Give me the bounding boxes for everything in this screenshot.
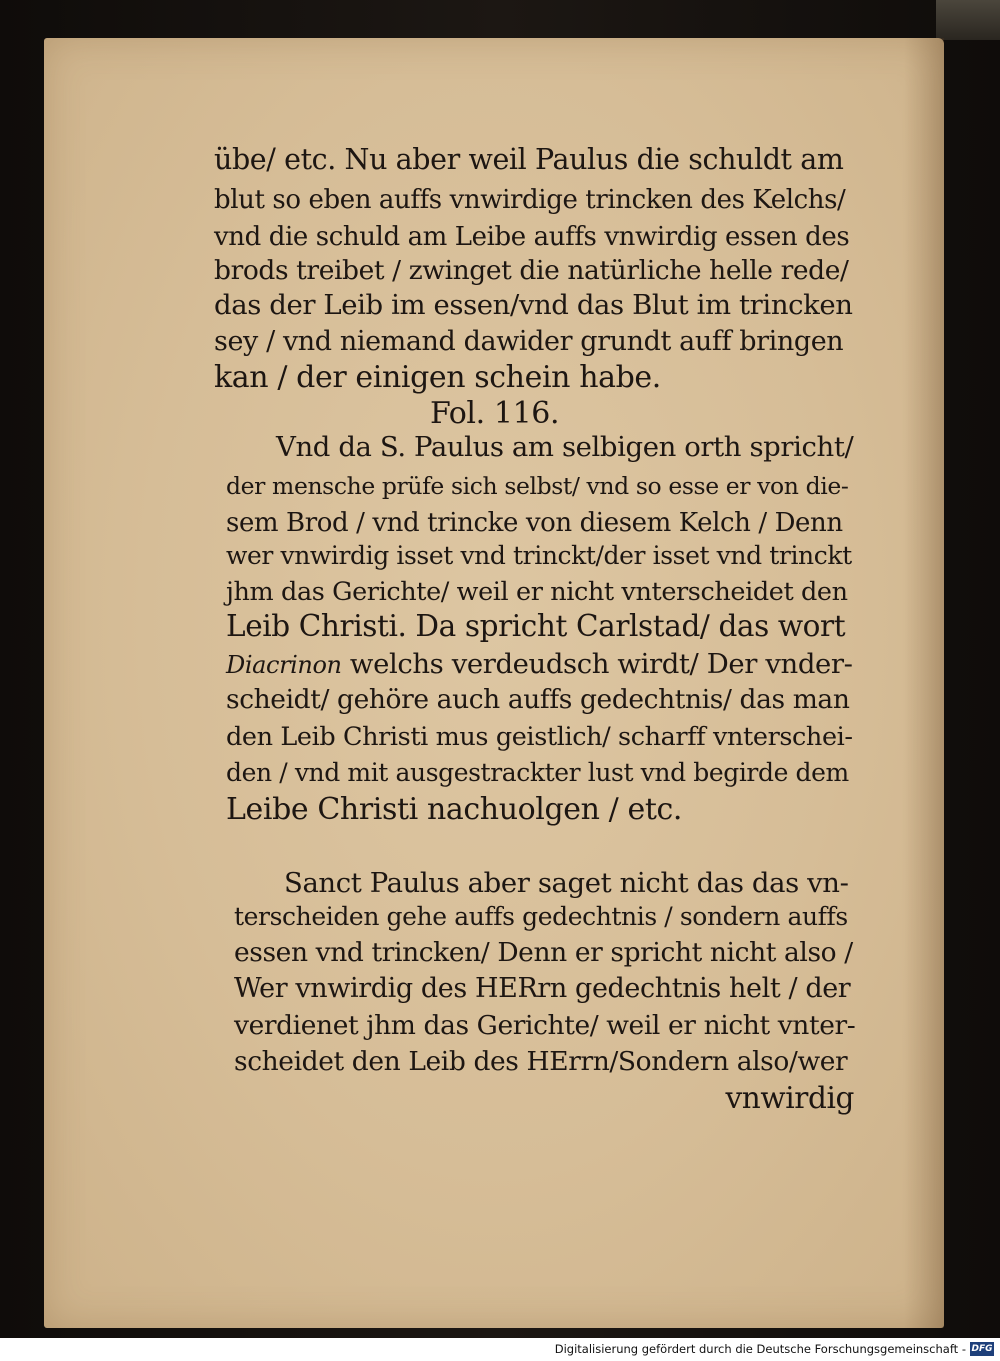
text-line: verdienet jhm das Gerichte/ weil er nicht vnter- (234, 1010, 856, 1041)
text-line (226, 644, 854, 684)
text-line: übe/ etc. Nu aber weil Paulus die schuldt am (214, 143, 844, 176)
next-page-edge (936, 0, 1000, 40)
text-line: sey / vnd niemand dawider grundt auff bringen (214, 326, 844, 357)
text-line: den Leib Christi mus geistlich/ scharff vnterschei- (226, 722, 853, 752)
text-line: vnd die schuld am Leibe auffs vnwirdig essen des (214, 222, 850, 252)
text-line: Leibe Christi nachuolgen / etc. (226, 792, 683, 827)
foreign-word: Diacrinon (226, 651, 342, 679)
text-line: Sanct Paulus aber saget nicht das das vn- (284, 867, 849, 899)
text-line: brods treibet / zwinget die natürliche helle rede/ (214, 255, 849, 286)
catchword: vnwirdig (725, 1081, 854, 1115)
text-line-rest: welchs verdeudsch wirdt/ Der vnder- (341, 648, 853, 680)
text-line: der mensche prüfe sich selbst/ vnd so esse er von die- (226, 472, 849, 500)
text-line: Vnd da S. Paulus am selbigen orth spricht/ (276, 431, 854, 463)
text-line: den / vnd mit ausgestrackter lust vnd begirde dem (226, 758, 849, 787)
text-line: Wer vnwirdig des HERrn gedechtnis helt / der (234, 973, 851, 1004)
text-line: sem Brod / vnd trincke von diesem Kelch / Denn (226, 508, 843, 538)
text-line: blut so eben auffs vnwirdige trincken des Kelchs/ (214, 185, 846, 215)
page-shading (904, 38, 944, 1328)
text-line: Leib Christi. Da spricht Carlstad/ das wort (226, 609, 846, 643)
text-line: terscheiden gehe auffs gedechtnis / sondern auffs (234, 902, 848, 931)
digitization-footer (0, 1338, 1000, 1361)
folio-reference: Fol. 116. (430, 396, 560, 431)
text-line: das der Leib im essen/vnd das Blut im trincken (214, 289, 853, 321)
text-line: scheidet den Leib des HErrn/Sondern also/wer (234, 1046, 848, 1077)
text-line: kan / der einigen schein habe. (214, 360, 661, 395)
dfg-logo-icon: DFG (971, 1344, 993, 1354)
text-line: jhm das Gerichte/ weil er nicht vnterscheidet den (226, 577, 848, 607)
footer-credit: Digitalisierung gefördert durch die Deutsche Forschungsgemeinschaft - (554, 1342, 966, 1356)
text-line: scheidt/ gehöre auch auffs gedechtnis/ das man (226, 684, 850, 715)
text-line: essen vnd trincken/ Denn er spricht nicht also / (234, 937, 853, 968)
text-line: wer vnwirdig isset vnd trinckt/der isset vnd trinckt (226, 541, 852, 570)
